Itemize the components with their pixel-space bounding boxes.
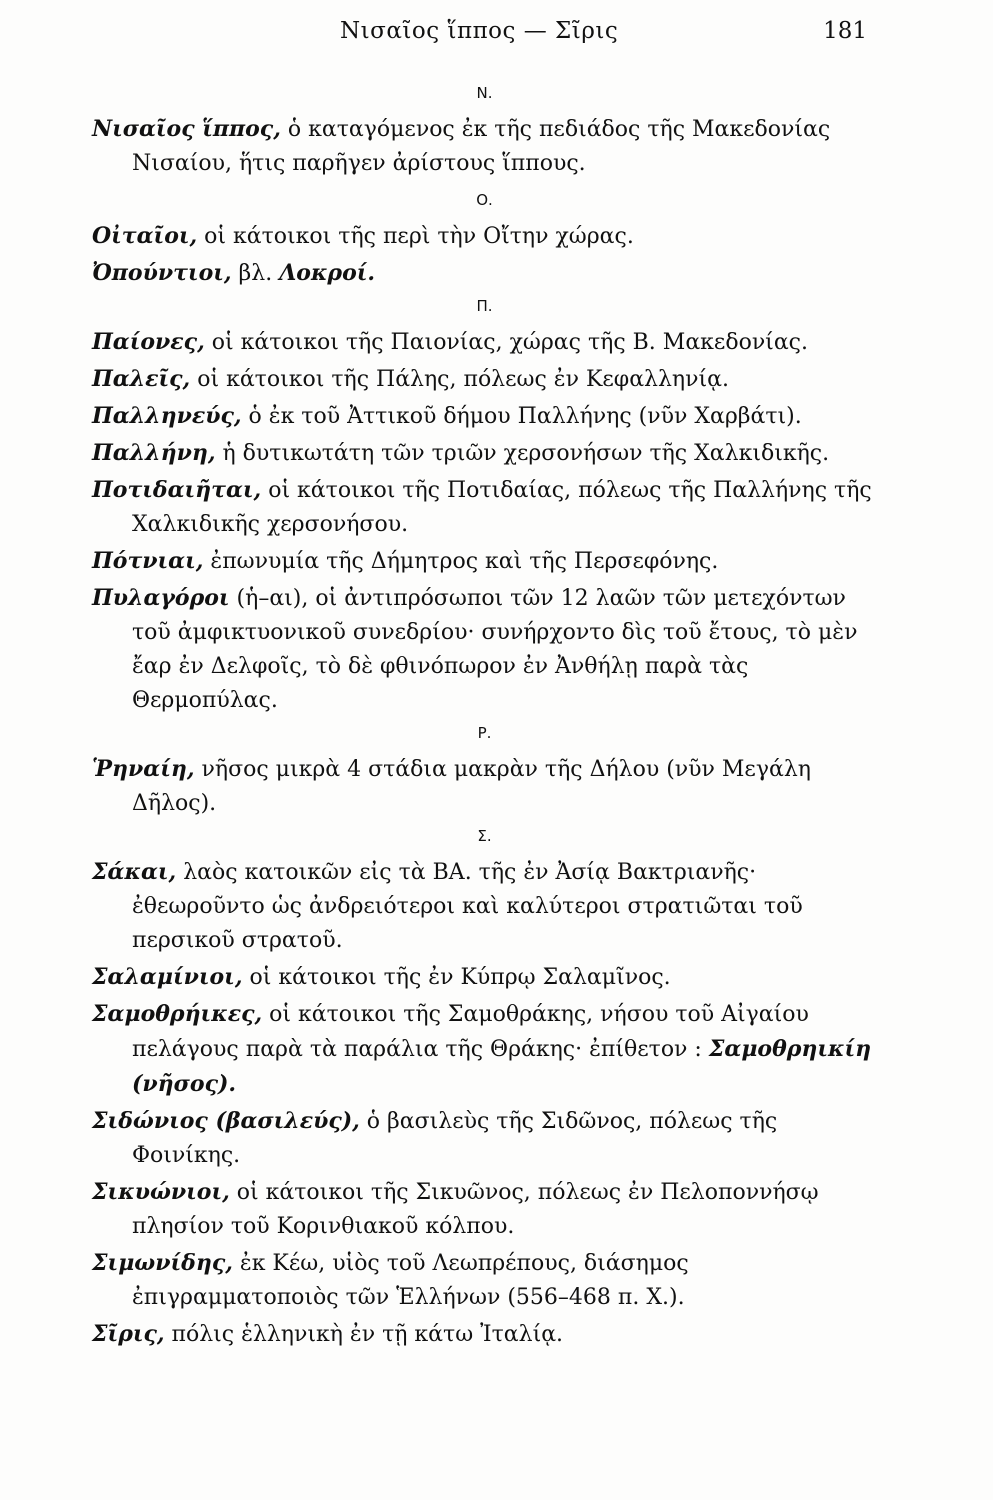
glossary-entry bbox=[92, 436, 877, 471]
definition: οἱ κάτοικοι τῆς Ποτιδαίας, πόλεως τῆς Παλλήνης τῆς Χαλκιδικῆς χερσονήσου. bbox=[132, 478, 872, 537]
section-letter: Σ. bbox=[477, 827, 492, 845]
headword: Σάκαι, bbox=[92, 859, 177, 885]
headword: Σικυώνιοι, bbox=[92, 1179, 230, 1205]
glossary-entry bbox=[92, 997, 877, 1102]
definition: νῆσος μικρὰ 4 στάδια μακρὰν τῆς Δήλου (νῦν Μεγάλη Δῆλος). bbox=[132, 757, 811, 816]
definition: ἐπωνυμία τῆς Δήμητρος καὶ τῆς Περσεφόνης. bbox=[203, 549, 719, 574]
definition: ὁ ἐκ τοῦ Ἀττικοῦ δήμου Παλλήνης (νῦν Χαρβάτι). bbox=[241, 404, 802, 429]
running-title: Νισαῖος ἵππος — Σῖρις bbox=[340, 18, 619, 44]
glossary-entry bbox=[92, 1175, 877, 1244]
headword: Σῖρις, bbox=[92, 1321, 165, 1347]
headword: Ὀπούντιοι, bbox=[92, 260, 232, 286]
glossary-entry bbox=[92, 399, 877, 434]
glossary-entry bbox=[92, 1246, 877, 1315]
section-letter: Π. bbox=[476, 297, 493, 315]
definition: ἡ δυτικωτάτη τῶν τριῶν χερσονήσων τῆς Χαλκιδικῆς. bbox=[215, 441, 830, 466]
definition: βλ. bbox=[231, 261, 280, 286]
definition: οἱ κάτοικοι τῆς ἐν Κύπρῳ Σαλαμῖνος. bbox=[242, 965, 671, 990]
definition: ὁ βασιλεὺς τῆς Σιδῶνος, πόλεως τῆς Φοινίκης. bbox=[132, 1109, 778, 1168]
headword: Ποτιδαιῆται, bbox=[92, 477, 262, 503]
headword: Οἰταῖοι, bbox=[92, 223, 198, 249]
glossary-entry bbox=[92, 752, 877, 821]
definition: οἱ κάτοικοι τῆς Σικυῶνος, πόλεως ἐν Πελοποννήσῳ πλησίον τοῦ Κορινθιακοῦ κόλπου. bbox=[132, 1180, 819, 1239]
definition: πόλις ἑλληνικὴ ἐν τῇ κάτω Ἰταλίᾳ. bbox=[164, 1322, 564, 1347]
headword: Πυλαγόροι bbox=[92, 585, 230, 611]
glossary-entry bbox=[92, 581, 877, 718]
glossary-entry bbox=[92, 544, 877, 579]
glossary-entry bbox=[92, 960, 877, 995]
headword: Παλεῖς, bbox=[92, 366, 191, 392]
definition: ὁ καταγόμενος ἐκ τῆς πεδιάδος τῆς Μακεδονίας Νισαίου, ἥτις παρῆγεν ἀρίστους ἵππους. bbox=[132, 117, 831, 176]
section-letter: Ν. bbox=[476, 84, 493, 102]
headword: Παλληνεύς, bbox=[92, 403, 242, 429]
glossary-entry bbox=[92, 256, 877, 291]
definition: οἱ κάτοικοι τῆς Σαμοθράκης, νήσου τοῦ Αἰγαίου πελάγους παρὰ τὰ παράλια τῆς Θράκης· ἐπίθετον : bbox=[132, 1002, 809, 1062]
glossary-entry bbox=[92, 325, 877, 360]
glossary-entry bbox=[92, 1317, 877, 1352]
cross-reference: Λοκροί. bbox=[279, 260, 376, 286]
definition: οἱ κάτοικοι τῆς Παιονίας, χώρας τῆς Β. Μακεδονίας. bbox=[204, 330, 808, 355]
headword: Σαλαμίνιοι, bbox=[92, 964, 243, 990]
glossary-entry bbox=[92, 219, 877, 254]
headword: Σιμωνίδης, bbox=[92, 1250, 233, 1276]
definition: (ἡ–αι), οἱ ἀντιπρόσωποι τῶν 12 λαῶν τῶν μετεχόντων τοῦ ἀμφικτυονικοῦ συνεδρίου· συνήρχοντο δὶς τοῦ ἔτους, τὸ μὲν ἔαρ ἐν Δελφοῖς, τὸ δὲ φθινόπωρον ἐν Ἀνθήλῃ παρὰ τὰς Θερμοπύλας. bbox=[132, 586, 858, 713]
cross-reference: Σαμοθρηικίη (νῆσος). bbox=[132, 1036, 872, 1097]
headword: Πότνιαι, bbox=[92, 548, 204, 574]
definition: λαὸς κατοικῶν εἰς τὰ ΒΑ. τῆς ἐν Ἀσίᾳ Βακτριανῆς· ἐθεωροῦντο ὡς ἀνδρειότεροι καὶ καλύτεροι στρατιῶται τοῦ περσικοῦ στρατοῦ. bbox=[132, 860, 803, 953]
headword: Σιδώνιος (βασιλεύς), bbox=[92, 1108, 360, 1134]
glossary-entry bbox=[92, 1104, 877, 1173]
section-letter: Ρ. bbox=[477, 724, 492, 742]
definition: οἱ κάτοικοι τῆς Πάλης, πόλεως ἐν Κεφαλληνίᾳ. bbox=[190, 367, 729, 392]
headword: Παίονες, bbox=[92, 329, 205, 355]
running-head bbox=[0, 18, 993, 54]
glossary-entry bbox=[92, 855, 877, 958]
headword: Ῥηναίη, bbox=[92, 756, 195, 782]
definition: οἱ κάτοικοι τῆς περὶ τὴν Οἴτην χώρας. bbox=[197, 224, 634, 249]
section-letter: Ο. bbox=[476, 191, 493, 209]
headword: Παλλήνη, bbox=[92, 440, 216, 466]
definition: ἐκ Κέω, υἱὸς τοῦ Λεωπρέπους, διάσημος ἐπιγραμματοποιὸς τῶν Ἑλλήνων (556–468 π. Χ.). bbox=[132, 1251, 689, 1310]
page-number: 181 bbox=[823, 18, 867, 44]
glossary-entry bbox=[92, 362, 877, 397]
glossary-content bbox=[92, 78, 877, 1354]
headword: Νισαῖος ἵππος, bbox=[92, 116, 281, 142]
glossary-entry bbox=[92, 473, 877, 542]
headword: Σαμοθρήικες, bbox=[92, 1001, 263, 1027]
glossary-entry bbox=[92, 112, 877, 181]
